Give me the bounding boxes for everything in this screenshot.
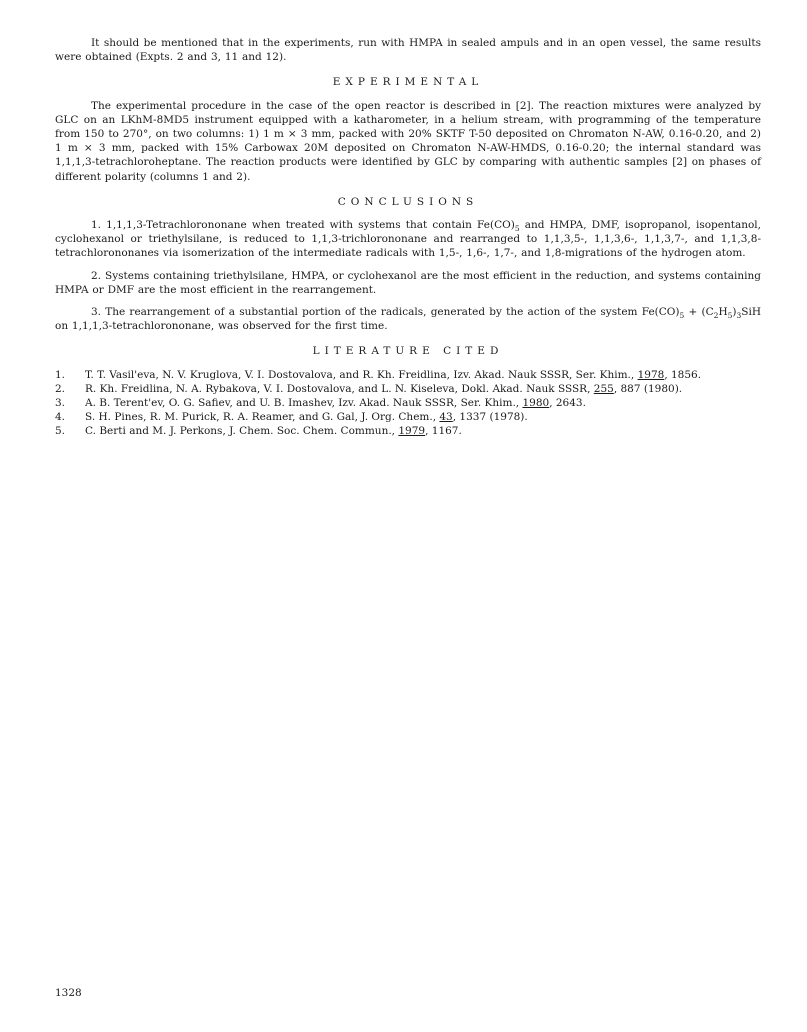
conclusion-item-3-sub-1: 5 — [679, 311, 685, 321]
reference-text — [85, 396, 761, 410]
reference-pages: , 1856. — [664, 368, 702, 381]
reference-citation: S. H. Pines, R. M. Purick, R. A. Reamer, and G. Gal, J. Org. Chem., — [85, 411, 440, 424]
intro-paragraph: It should be mentioned that in the experiments, run with HMPA in sealed ampuls and in an open vessel, the same results were obtained (Expts. 2 and 3, 11 and 12). — [55, 37, 761, 64]
conclusion-item-1-rest: and HMPA, DMF, isopropanol, isopentanol, cyclohexanol or triethylsilane, is reduced to 1,1,3-trichlorononane and rearranged to 1,1,3,5-, 1,1,3,6-, 1,1,3,7-, and 1,1,3,8-tetrachlorononanes via isomerization of the intermediate radicals with 1,5-, 1,6-, 1,7-, and 1,8-migrations of the hydrogen atom. — [55, 219, 761, 260]
conclusion-item-3-sub-2: 2 — [713, 311, 719, 321]
reference-item — [55, 424, 761, 438]
reference-citation: R. Kh. Freidlina, N. A. Rybakova, V. I. Dostovalova, and L. N. Kiseleva, Dokl. Akad. Nauk SSSR, — [85, 382, 594, 395]
conclusion-item-3-text-d: ) — [732, 306, 737, 319]
reference-text — [85, 368, 761, 382]
reference-list — [55, 368, 761, 439]
conclusion-item-3-text-a: 3. The rearrangement of a substantial portion of the radicals, generated by the action of the system Fe(CO) — [91, 306, 680, 319]
conclusion-item-1-subscript: 5 — [514, 224, 520, 234]
reference-item — [55, 410, 761, 424]
reference-pages: , 2643. — [549, 397, 586, 410]
reference-citation: C. Berti and M. J. Perkons, J. Chem. Soc. Chem. Commun., — [85, 425, 399, 438]
reference-pages: , 1337 (1978). — [452, 411, 528, 424]
conclusion-item-3-sub-4: 3 — [736, 311, 742, 321]
reference-number: 2. — [55, 382, 66, 395]
conclusion-item-2: 2. Systems containing triethylsilane, HMPA, or cyclohexanol are the most efficient in the reduction, and systems containing HMPA or DMF are the most efficient in the rearrangement. — [55, 269, 761, 296]
experimental-paragraph: The experimental procedure in the case of the open reactor is described in [2]. The reaction mixtures were analyzed by GLC on an LKhM-8MD5 instrument equipped with a katharometer, in a helium stream, with programming of the temperature from 150 to 270°, on two columns: 1) 1 m × 3 mm, packed with 20% SKTF T-50 deposited on Chromaton N-AW, 0.16-0.20, and 2) 1 m × 3 mm, packed with 15% Carbowax 20M deposited on Chromaton N-AW-HMDS, 0.16-0.20; the internal standard was 1,1,1,3-tetrachloroheptane. The reaction products were identified by GLC by comparing with authentic samples [2] on phases of different polarity (columns 1 and 2). — [55, 99, 761, 183]
reference-item — [55, 368, 761, 382]
conclusion-item-3-sub-3: 5 — [727, 311, 733, 321]
paper-page — [55, 36, 761, 439]
reference-citation: T. T. Vasil'eva, N. V. Kruglova, V. I. Dostovalova, and R. Kh. Freidlina, Izv. Akad. Nauk SSSR, Ser. Khim., — [85, 368, 638, 381]
conclusion-item-3-text-e: SiH on 1,1,1,3-tetrachlorononane, was observed for the first time. — [55, 306, 761, 333]
reference-text — [85, 410, 761, 424]
reference-pages: , 887 (1980). — [613, 382, 683, 395]
conclusion-item-3 — [55, 305, 761, 333]
experimental-heading: EXPERIMENTAL — [332, 76, 484, 89]
reference-volume: 43 — [439, 411, 453, 424]
reference-text — [85, 424, 761, 438]
reference-number: 3. — [55, 397, 66, 410]
reference-item — [55, 396, 761, 410]
reference-number: 5. — [55, 425, 66, 438]
conclusion-item-1 — [55, 218, 761, 261]
reference-year: 1978 — [637, 368, 665, 381]
conclusion-item-3-text-c: H — [718, 306, 728, 319]
conclusion-item-1-text: 1. 1,1,1,3-Tetrachlorononane when treated with systems that contain Fe(CO) — [91, 219, 515, 232]
reference-pages: , 1167. — [425, 425, 462, 438]
reference-year: 1979 — [398, 425, 426, 438]
reference-citation: A. B. Terent'ev, O. G. Safiev, and U. B. Imashev, Izv. Akad. Nauk SSSR, Ser. Khim., — [85, 397, 523, 410]
reference-volume: 255 — [593, 382, 614, 395]
conclusion-item-3-text-b: + (C — [684, 306, 714, 319]
reference-number: 1. — [55, 368, 66, 381]
reference-item — [55, 382, 761, 396]
page-number: 1328 — [55, 987, 82, 999]
reference-text — [85, 382, 761, 396]
conclusions-heading: CONCLUSIONS — [337, 195, 479, 208]
reference-year: 1980 — [522, 397, 550, 410]
reference-number: 4. — [55, 411, 66, 424]
literature-heading: LITERATURE CITED — [312, 345, 504, 358]
